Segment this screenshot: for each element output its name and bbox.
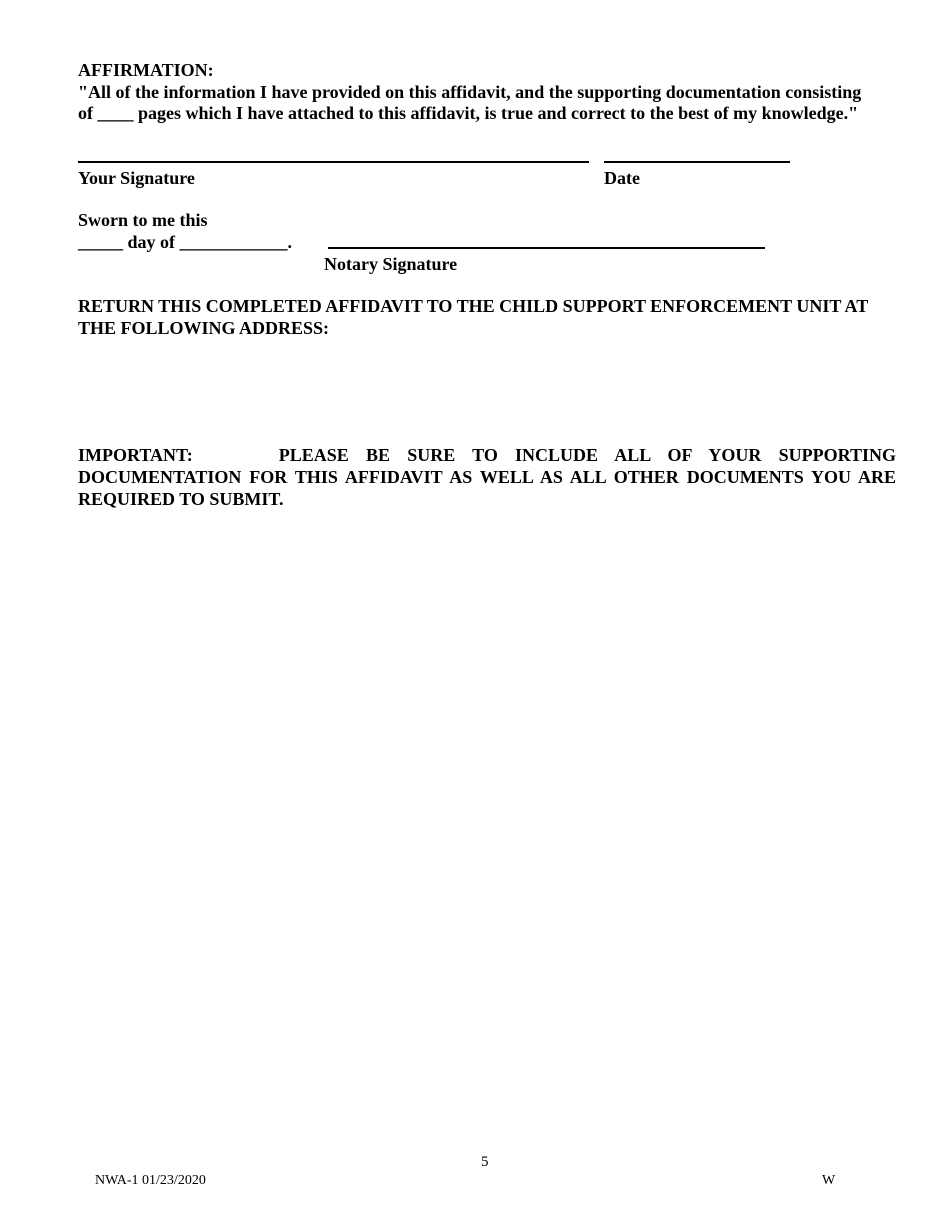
- affirmation-statement-line1: "All of the information I have provided on this affidavit, and the supporting documentation consisting: [78, 82, 862, 102]
- return-instructions-line1: RETURN THIS COMPLETED AFFIDAVIT TO THE CHILD SUPPORT ENFORCEMENT UNIT AT: [78, 296, 869, 316]
- date-label: Date: [604, 168, 640, 188]
- date-line[interactable]: [604, 161, 790, 163]
- notary-signature-label: Notary Signature: [324, 254, 458, 274]
- important-notice: IMPORTANT: PLEASE BE SURE TO INCLUDE ALL OF YOUR SUPPORTING DOCUMENTATION FOR THIS AFFIDAVIT AS WELL AS ALL OTHER DOCUMENTS YOU ARE REQUIRED TO SUBMIT.: [78, 445, 896, 509]
- affirmation-statement-line2: of ____ pages which I have attached to this affidavit, is true and correct to the best of my knowledge.": [78, 103, 859, 123]
- affirmation-heading: AFFIRMATION:: [78, 60, 214, 80]
- return-instructions-line2: THE FOLLOWING ADDRESS:: [78, 318, 330, 338]
- your-signature-label: Your Signature: [78, 168, 195, 188]
- sworn-to-me-text: Sworn to me this: [78, 210, 208, 230]
- signature-line[interactable]: [78, 161, 589, 163]
- form-identifier: NWA-1 01/23/2020: [95, 1173, 206, 1188]
- day-of-text: _____ day of ____________.: [78, 232, 293, 252]
- page-number: 5: [481, 1154, 489, 1170]
- footer-code: W: [822, 1173, 836, 1188]
- notary-signature-line[interactable]: [328, 247, 765, 249]
